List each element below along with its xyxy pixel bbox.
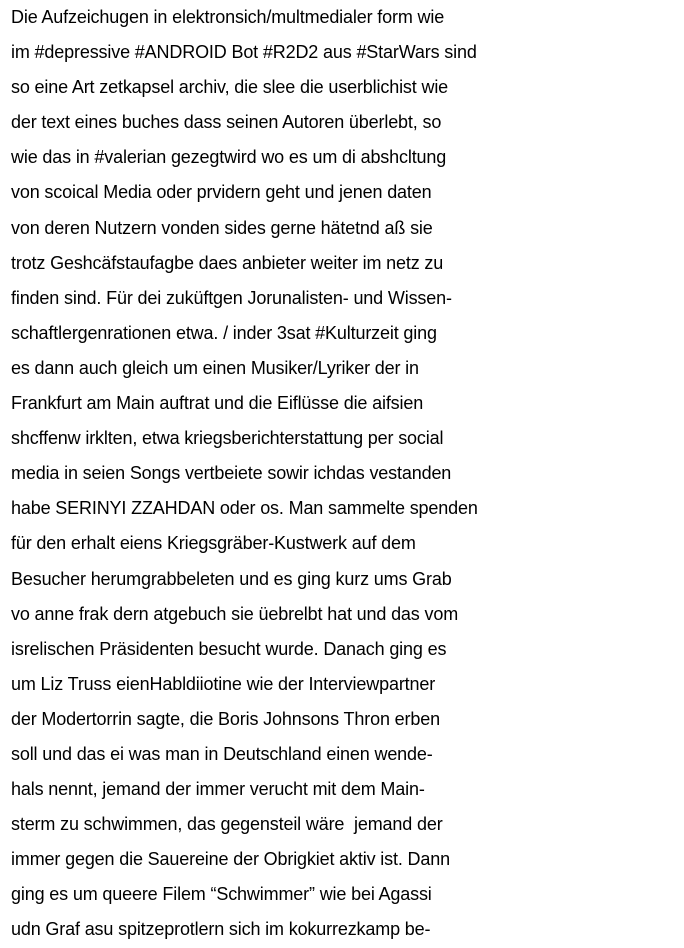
text-line: shcffenw irklten, etwa kriegsberichterstattung per social (11, 428, 444, 449)
text-line: sterm zu schwimmen, das gegensteil wäre jemand der (11, 814, 443, 835)
text-line: ging es um queere Filem “Schwimmer” wie bei Agassi (11, 884, 432, 905)
text-line: schaftlergenrationen etwa. / inder 3sat #Kulturzeit ging (11, 322, 437, 343)
text-line: von deren Nutzern vonden sides gerne hätetnd aß sie (11, 217, 433, 238)
text-line: isrelischen Präsidenten besucht wurde. Danach ging es (11, 638, 447, 659)
text-line: es dann auch gleich um einen Musiker/Lyriker der in (11, 357, 419, 378)
text-line: vo anne frak dern atgebuch sie üebrelbt hat und das vom (11, 603, 459, 624)
text-line: immer gegen die Sauereine der Obrigkiet aktiv ist. Dann (11, 849, 450, 870)
text-line: von scoical Media oder prvidern geht und jenen daten (11, 182, 432, 203)
text-line: soll und das ei was man in Deutschland einen wende- (11, 743, 433, 764)
text-line: Die Aufzeichugen in elektronsich/multmedialer form wie (11, 7, 445, 27)
text-line: der text eines buches dass seinen Autoren überlebt, so (11, 112, 442, 133)
text-line: habe SERINYI ZZAHDAN oder os. Man sammelte spenden (11, 498, 478, 519)
text-line: media in seien Songs vertbeiete sowir ichdas vestanden (11, 463, 452, 484)
text-line: der Modertorrin sagte, die Boris Johnsons Thron erben (11, 708, 440, 729)
text-line: trotz Geshcäfstaufagbe daes anbieter weiter im netz zu (11, 252, 444, 273)
text-line: so eine Art zetkapsel archiv, die slee die userblichist wie (11, 77, 449, 98)
text-line: finden sind. Für dei zuküftgen Jorunalisten- und Wissen- (11, 287, 452, 308)
document-page (11, 0, 681, 948)
text-line: wie das in #valerian gezegtwird wo es um di abshcltung (11, 147, 447, 168)
text-line: Besucher herumgrabbeleten und es ging kurz ums Grab (11, 568, 452, 589)
text-line: udn Graf asu spitzeprotlern sich im kokurrezkamp be- (11, 919, 431, 940)
text-line: um Liz Truss eienHabldiiotine wie der Interviewpartner (11, 673, 436, 694)
text-line: für den erhalt eiens Kriegsgräber-Kustwerk auf dem (11, 533, 416, 554)
text-line: Frankfurt am Main auftrat und die Eiflüsse die aifsien (11, 393, 424, 414)
text-line: im #depressive #ANDROID Bot #R2D2 aus #StarWars sind (11, 42, 477, 63)
text-line: hals nennt, jemand der immer verucht mit dem Main- (11, 779, 425, 800)
